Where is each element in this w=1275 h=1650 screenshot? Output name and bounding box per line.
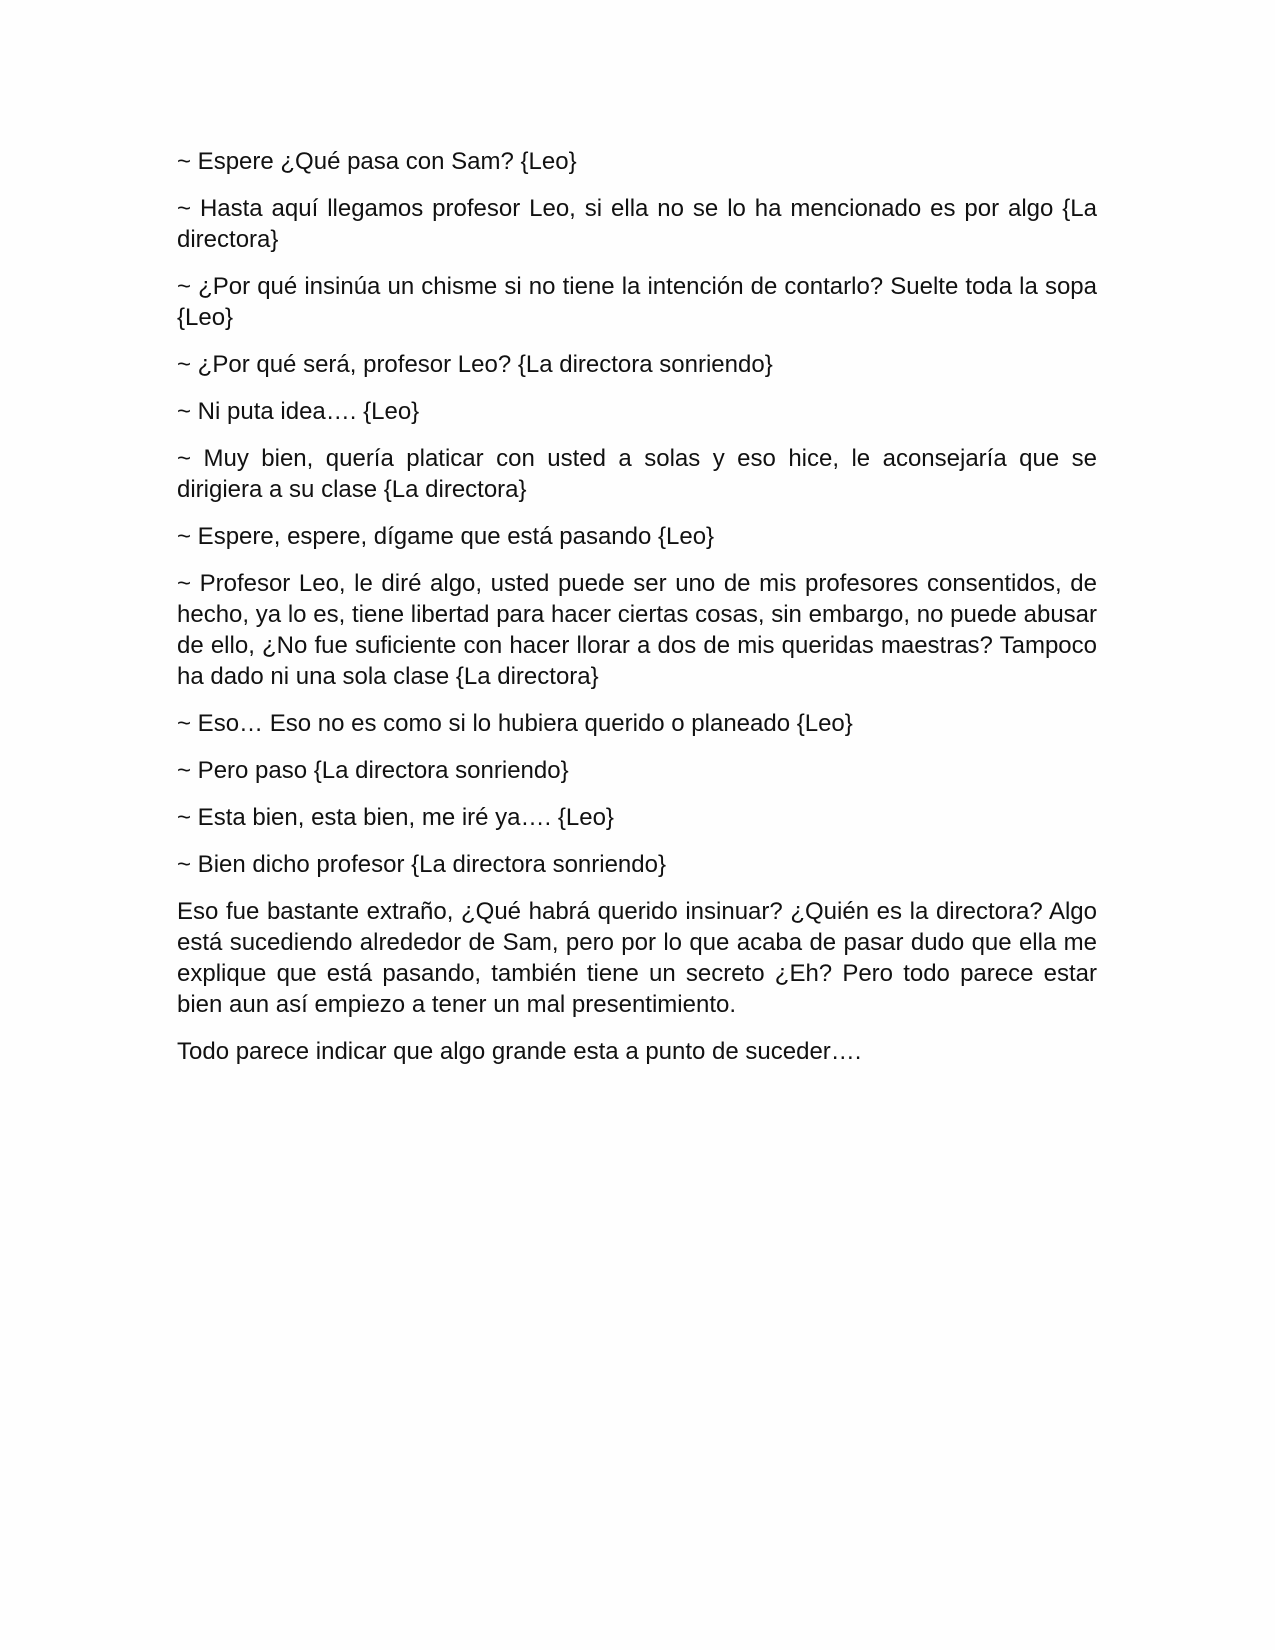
dialogue-line: ~ ¿Por qué insinúa un chisme si no tiene la intención de contarlo? Suelte toda la sopa {Leo}	[177, 273, 1097, 331]
dialogue-line: ~ ¿Por qué será, profesor Leo? {La directora sonriendo}	[177, 351, 773, 378]
dialogue-line: ~ Espere ¿Qué pasa con Sam? {Leo}	[177, 148, 577, 175]
dialogue-line: ~ Ni puta idea…. {Leo}	[177, 398, 420, 425]
dialogue-line: ~ Espere, espere, dígame que está pasando {Leo}	[177, 523, 715, 550]
dialogue-line: ~ Profesor Leo, le diré algo, usted puede ser uno de mis profesores consentidos, de hecho, ya lo es, tiene libertad para hacer ciertas cosas, sin embargo, no puede abusar de ello, ¿No fue suficiente con hacer llorar a dos de mis queridas maestras? Tampoco ha dado ni una sola clase {La directora}	[177, 570, 1097, 690]
dialogue-line: ~ Muy bien, quería platicar con usted a solas y eso hice, le aconsejaría que se dirigiera a su clase {La directora}	[177, 445, 1097, 503]
dialogue-line: ~ Bien dicho profesor {La directora sonriendo}	[177, 851, 666, 878]
dialogue-line: ~ Esta bien, esta bien, me iré ya…. {Leo}	[177, 804, 614, 831]
narration-paragraph: Eso fue bastante extraño, ¿Qué habrá querido insinuar? ¿Quién es la directora? Algo está sucediendo alrededor de Sam, pero por lo que acaba de pasar dudo que ella me explique que está pasando, también tiene un secreto ¿Eh? Pero todo parece estar bien aun así empiezo a tener un mal presentimiento.	[177, 898, 1097, 1018]
dialogue-line: ~ Eso… Eso no es como si lo hubiera querido o planeado {Leo}	[177, 710, 853, 737]
document-body	[177, 146, 1097, 1067]
narration-paragraph: Todo parece indicar que algo grande esta a punto de suceder….	[177, 1038, 862, 1065]
dialogue-line: ~ Pero paso {La directora sonriendo}	[177, 757, 569, 784]
dialogue-line: ~ Hasta aquí llegamos profesor Leo, si ella no se lo ha mencionado es por algo {La directora}	[177, 195, 1097, 253]
